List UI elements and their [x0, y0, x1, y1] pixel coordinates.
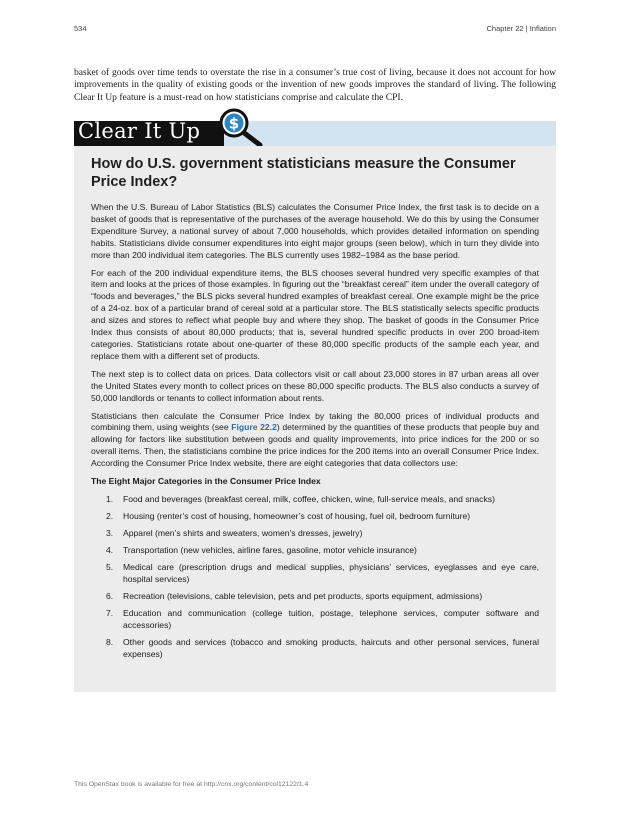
magnifier-dollar-icon	[214, 107, 266, 149]
feature-paragraph-3: The next step is to collect data on prices. Data collectors visit or call about 23,000 stores in 87 urban areas all over the United States every month to collect prices on these 80,000 specific products. The BLS also conducts a survey of 50,000 landlords or tenants to collect information about rents.	[91, 368, 539, 403]
list-item-text: Transportation (new vehicles, airline fares, gasoline, motor vehicle insurance)	[123, 545, 417, 556]
list-item-number: 2.	[106, 511, 114, 522]
feature-paragraph-4-start: Statisticians then calculate the Consumer Price Index by taking the 80,000 prices of individual products and combining them, using weights (see	[91, 410, 539, 433]
feature-title: How do U.S. government statisticians measure the Consumer Price Index?	[91, 156, 516, 190]
list-item-text: Other goods and services (tobacco and smoking products, haircuts and other personal services, funeral expenses)	[123, 637, 539, 660]
list-item-text: Housing (renter’s cost of housing, homeowner’s cost of housing, fuel oil, bedroom furniture)	[123, 511, 471, 522]
feature-banner-title: Clear It Up	[78, 119, 201, 143]
list-heading: The Eight Major Categories in the Consumer Price Index	[91, 476, 321, 487]
feature-paragraph-4	[91, 411, 539, 471]
list-item	[91, 608, 539, 632]
list-item-text: Recreation (televisions, cable television, pets and pet products, sports equipment, admissions)	[123, 591, 483, 602]
page-footer: This OpenStax book is available for free at http://cnx.org/content/col12122/1.4	[74, 781, 309, 788]
feature-box	[74, 146, 556, 692]
list-item-number: 5.	[106, 562, 114, 573]
list-item	[91, 494, 539, 506]
list-item-number: 3.	[106, 528, 114, 539]
list-item-number: 6.	[106, 591, 114, 602]
list-item-number: 8.	[106, 637, 114, 648]
category-list	[91, 494, 539, 661]
feature-paragraph-1: When the U.S. Bureau of Labor Statistics (BLS) calculates the Consumer Price Index, the first task is to decide on a basket of goods that is representative of the purchases of the average household. We do this by using the Consumer Expenditure Survey, a national survey of about 7,000 households, which provides detailed information on spending habits. Statisticians divide consumer expenditures into eight major groups (seen below), which in turn they divide into more than 200 individual item categories. The BLS currently uses 1982–1984 as the base period.	[91, 202, 539, 260]
feature-paragraph-2: For each of the 200 individual expenditure items, the BLS chooses several hundred very specific examples of that item and looks at the prices of those examples. In figuring out the “breakfast cereal” item under the overall category of “foods and beverages,” the BLS picks several hundred examples of breakfast cereal. One example might be the price of a 24-oz. box of a particular brand of cereal sold at a particular store. The BLS statistically selects specific products and sizes and stores to reflect what people buy and where they shop. The basket of goods in the Consumer Price Index thus consists of about 80,000 products; that is, several hundred specific products in over 200 broad-item categories. Statisticians rotate about one-quarter of these 80,000 specific products of the sample each year, and replace them with a different set of products.	[91, 267, 539, 361]
list-item-number: 4.	[106, 545, 114, 556]
chapter-title: Chapter 22 | Inflation	[486, 24, 556, 33]
page-number: 534	[74, 24, 87, 33]
list-item	[91, 511, 539, 523]
list-item-text: Medical care (prescription drugs and medical supplies, physicians’ services, eyeglasses and eye care, hospital services)	[123, 562, 539, 585]
list-item-number: 7.	[106, 608, 114, 619]
list-item	[91, 545, 539, 557]
list-item-text: Education and communication (college tuition, postage, telephone services, computer software and accessories)	[123, 608, 539, 631]
feature-paragraph-4-end: ) determined by the quantities of these products that people buy and allowing for factors like substitution between goods and quality improvements, into price indices for the 200 or so overall items. Then, the statisticians combine the price indices for the 200 items into an overall Consumer Price Index. According the Consumer Price Index website, there are eight categories that data collectors use:	[91, 422, 539, 469]
list-item-number: 1.	[106, 493, 114, 504]
intro-paragraph: basket of goods over time tends to overstate the rise in a consumer’s true cost of living, because it does not account for how improvements in the quality of existing goods or the invention of new goods improves the standard of living. The following Clear It Up feature is a must-read on how statisticians comprise and calculate the CPI.	[74, 66, 556, 103]
figure-link[interactable]: Figure 22.2	[231, 422, 277, 433]
svg-text:$: $	[228, 114, 240, 133]
list-item	[91, 591, 539, 603]
list-item	[91, 528, 539, 540]
list-item	[91, 637, 539, 661]
list-item-text: Apparel (men’s shirts and sweaters, women’s dresses, jewelry)	[123, 528, 363, 539]
list-item	[91, 562, 539, 586]
list-item-text: Food and beverages (breakfast cereal, milk, coffee, chicken, wine, full-service meals, and snacks)	[123, 493, 495, 504]
